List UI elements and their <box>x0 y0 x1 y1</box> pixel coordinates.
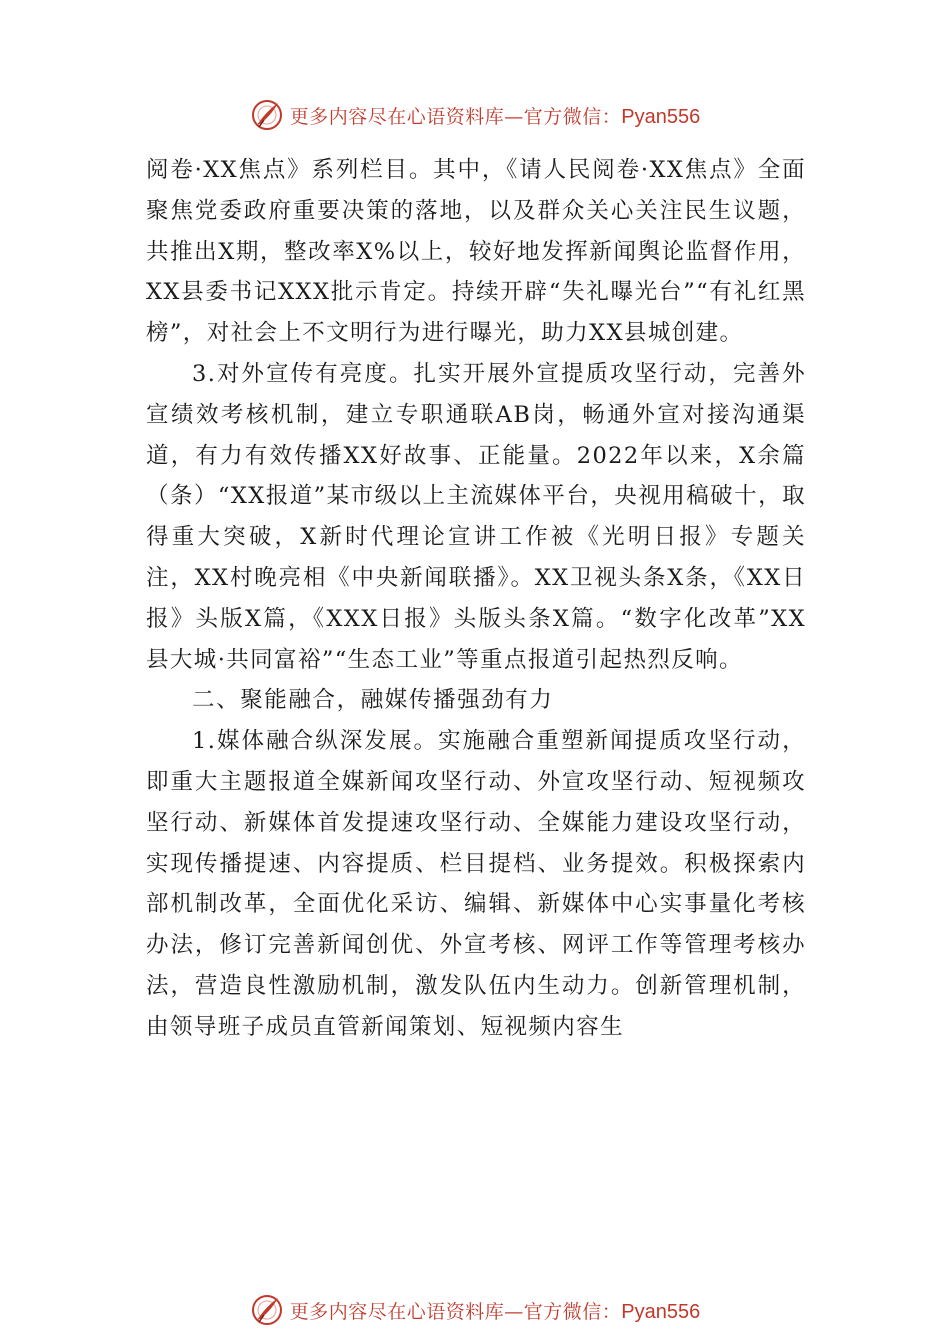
quill-seal-icon <box>250 1293 284 1327</box>
header-watermark-banner <box>0 95 950 135</box>
paragraph-external-publicity: 3.对外宣传有亮度。扎实开展外宣提质攻坚行动，完善外宣绩效考核机制，建立专职通联AB岗，畅通外宣对接沟通渠道，有力有效传播XX好故事、正能量。2022年以来，X余篇（条）“XX报道”某市级以上主流媒体平台，央视用稿破十，取得重大突破，X新时代理论宣讲工作被《光明日报》专题关注，XX村晚亮相《中央新闻联播》。XX卫视头条X条，《XX日报》头版X篇，《XXX日报》头版头条X篇。“数字化改革”XX县大城·共同富裕”“生态工业”等重点报道引起热烈反响。 <box>146 360 806 673</box>
banner-text: 更多内容尽在心语资料库—官方微信：Pyan556 <box>289 105 701 128</box>
footer-watermark-banner <box>0 1290 950 1330</box>
section-heading: 二、聚能融合，融媒传播强劲有力 <box>192 687 554 714</box>
paragraph-media-fusion: 1.媒体融合纵深发展。实施融合重塑新闻提质攻坚行动，即重大主题报道全媒新闻攻坚行动、外宣攻坚行动、短视频攻坚行动、新媒体首发提速攻坚行动、全媒能力建设攻坚行动，实现传播提速、内容提质、栏目提档、业务提效。积极探索内部机制改革，全面优化采访、编辑、新媒体中心实事量化考核办法，修订完善新闻创优、外宣考核、网评工作等管理考核办法，营造良性激励机制，激发队伍内生动力。创新管理机制，由领导班子成员直管新闻策划、短视频内容生 <box>146 728 806 1040</box>
banner-text: 更多内容尽在心语资料库—官方微信：Pyan556 <box>289 1300 701 1323</box>
document-body <box>146 150 806 1048</box>
quill-seal-icon <box>250 98 284 132</box>
paragraph-continuation: 阅卷·XX焦点》系列栏目。其中，《请人民阅卷·XX焦点》全面聚焦党委政府重要决策的落地，以及群众关心关注民生议题，共推出X期，整改率X%以上，较好地发挥新闻舆论监督作用，XX县委书记XXX批示肯定。持续开辟“失礼曝光台”“有礼红黑榜”，对社会上不文明行为进行曝光，助力XX县城创建。 <box>146 157 806 347</box>
